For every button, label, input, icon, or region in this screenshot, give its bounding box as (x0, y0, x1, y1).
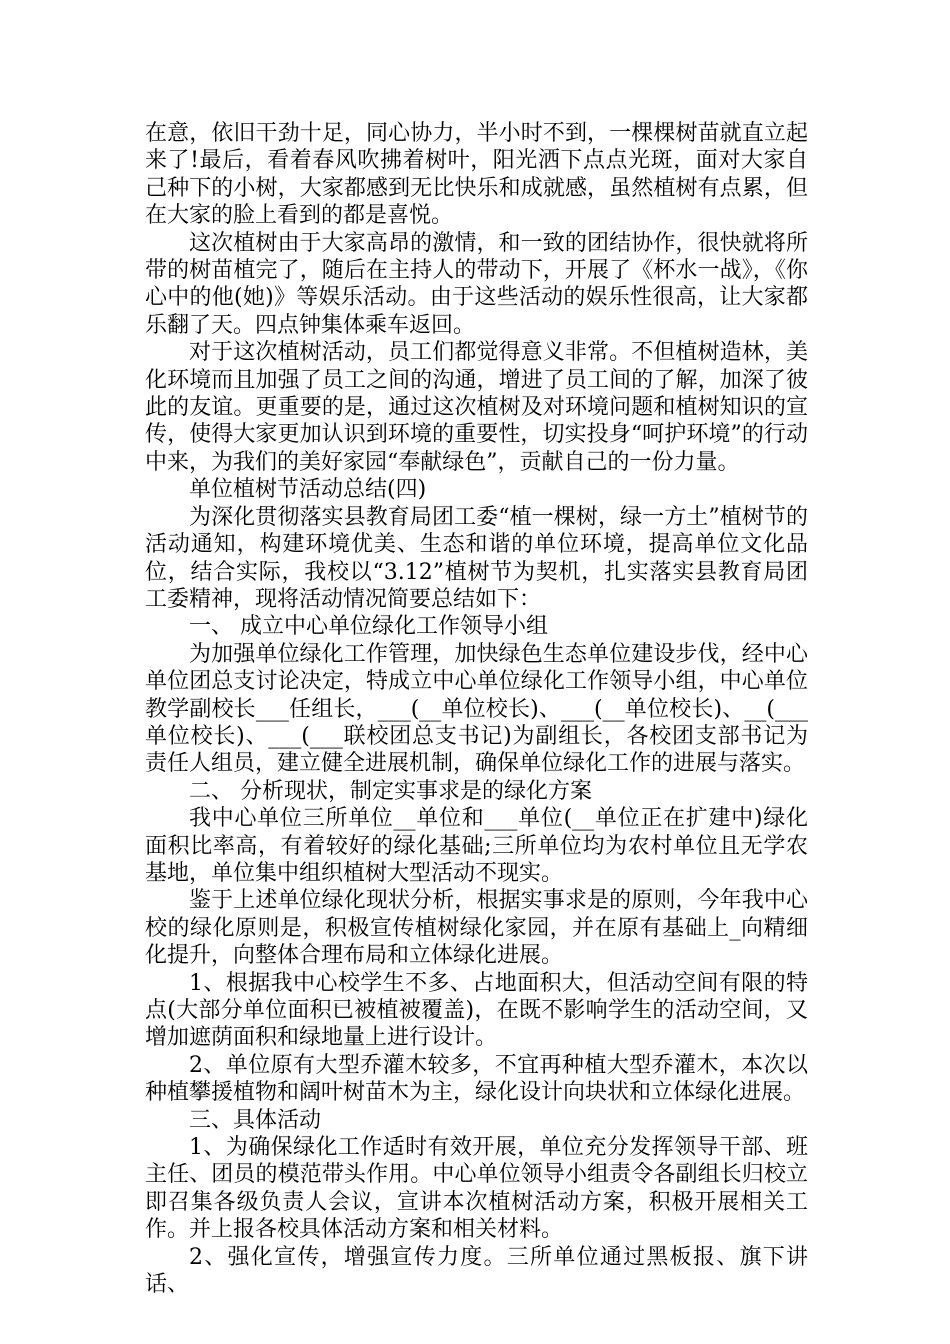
paragraph: 我中心单位三所单位__单位和___单位(__单位正在扩建中)绿化面积比率高，有着较好的绿化基础;三所单位均为农村单位且无学农基地，单位集中组织植树大型活动不现实。 (145, 806, 808, 886)
paragraph: 2、单位原有大型乔灌木较多，不宜再种植大型乔灌木，本次以种植攀援植物和阔叶树苗木为主，绿化设计向块状和立体绿化进展。 (145, 1052, 808, 1106)
paragraph: 1、为确保绿化工作适时有效开展，单位充分发挥领导干部、班主任、团员的模范带头作用。中心单位领导小组责令各副组长归校立即召集各级负责人会议，宣讲本次植树活动方案，积极开展相关工作。并上报各校具体活动方案和相关材料。 (145, 1135, 808, 1243)
paragraph: 1、根据我中心校学生不多、占地面积大，但活动空间有限的特点(大部分单位面积已被植被覆盖)，在既不影响学生的活动空间，又增加遮荫面积和绿地量上进行设计。 (145, 970, 808, 1051)
paragraph: 这次植树由于大家高昂的激情，和一致的团结协作，很快就将所带的树苗植完了，随后在主持人的带动下，开展了《杯水一战》，《你心中的他(她)》等娱乐活动。由于这些活动的娱乐性很高，让大家都乐翻了天。四点钟集体乘车返回。 (145, 230, 808, 338)
section-title: 单位植树节活动总结(四) (189, 477, 427, 503)
section-heading: 一、 成立中心单位绿化工作领导小组 (189, 614, 548, 640)
section-heading: 二、 分析现状，制定实事求是的绿化方案 (189, 778, 592, 804)
paragraph: 为加强单位绿化工作管理，加快绿色生态单位建设步伐，经中心单位团总支讨论决定，特成立中心单位绿化工作领导小组，中心单位教学副校长___任组长，___(__单位校长)、___(__单位校长)、__(___单位校长)、___(___联校团总支书记)为副组长，各校团支部书记为责任人组员，建立健全进展机制，确保单位绿化工作的进展与落实。 (145, 641, 808, 777)
document-body (145, 120, 808, 1298)
section-heading: 三、具体活动 (189, 1107, 322, 1133)
paragraph: 在意，依旧干劲十足，同心协力，半小时不到，一棵棵树苗就直立起来了!最后，看着春风吹拂着树叶，阳光洒下点点光斑，面对大家自己种下的小树，大家都感到无比快乐和成就感，虽然植树有点累，但在大家的脸上看到的都是喜悦。 (145, 121, 808, 229)
paragraph: 鉴于上述单位绿化现状分析，根据实事求是的原则，今年我中心校的绿化原则是，积极宣传植树绿化家园，并在原有基础上_向精细化提升，向整体合理布局和立体绿化进展。 (145, 888, 808, 969)
paragraph: 2、强化宣传，增强宣传力度。三所单位通过黑板报、旗下讲话、 (145, 1244, 808, 1298)
paragraph: 为深化贯彻落实县教育局团工委“植一棵树，绿一方土”植树节的活动通知，构建环境优美、生态和谐的单位环境，提高单位文化品位，结合实际，我校以“3.12”植树节为契机，扎实落实县教育局团工委精神，现将活动情况简要总结如下： (145, 504, 808, 612)
paragraph: 对于这次植树活动，员工们都觉得意义非常。不但植树造林，美化环境而且加强了员工之间的沟通，增进了员工间的了解，加深了彼此的友谊。更重要的是，通过这次植树及对环境问题和植树知识的宣传，使得大家更加认识到环境的重要性，切实投身“呵护环境”的行动中来，为我们的美好家园“奉献绿色”，贡献自己的一份力量。 (145, 340, 808, 475)
